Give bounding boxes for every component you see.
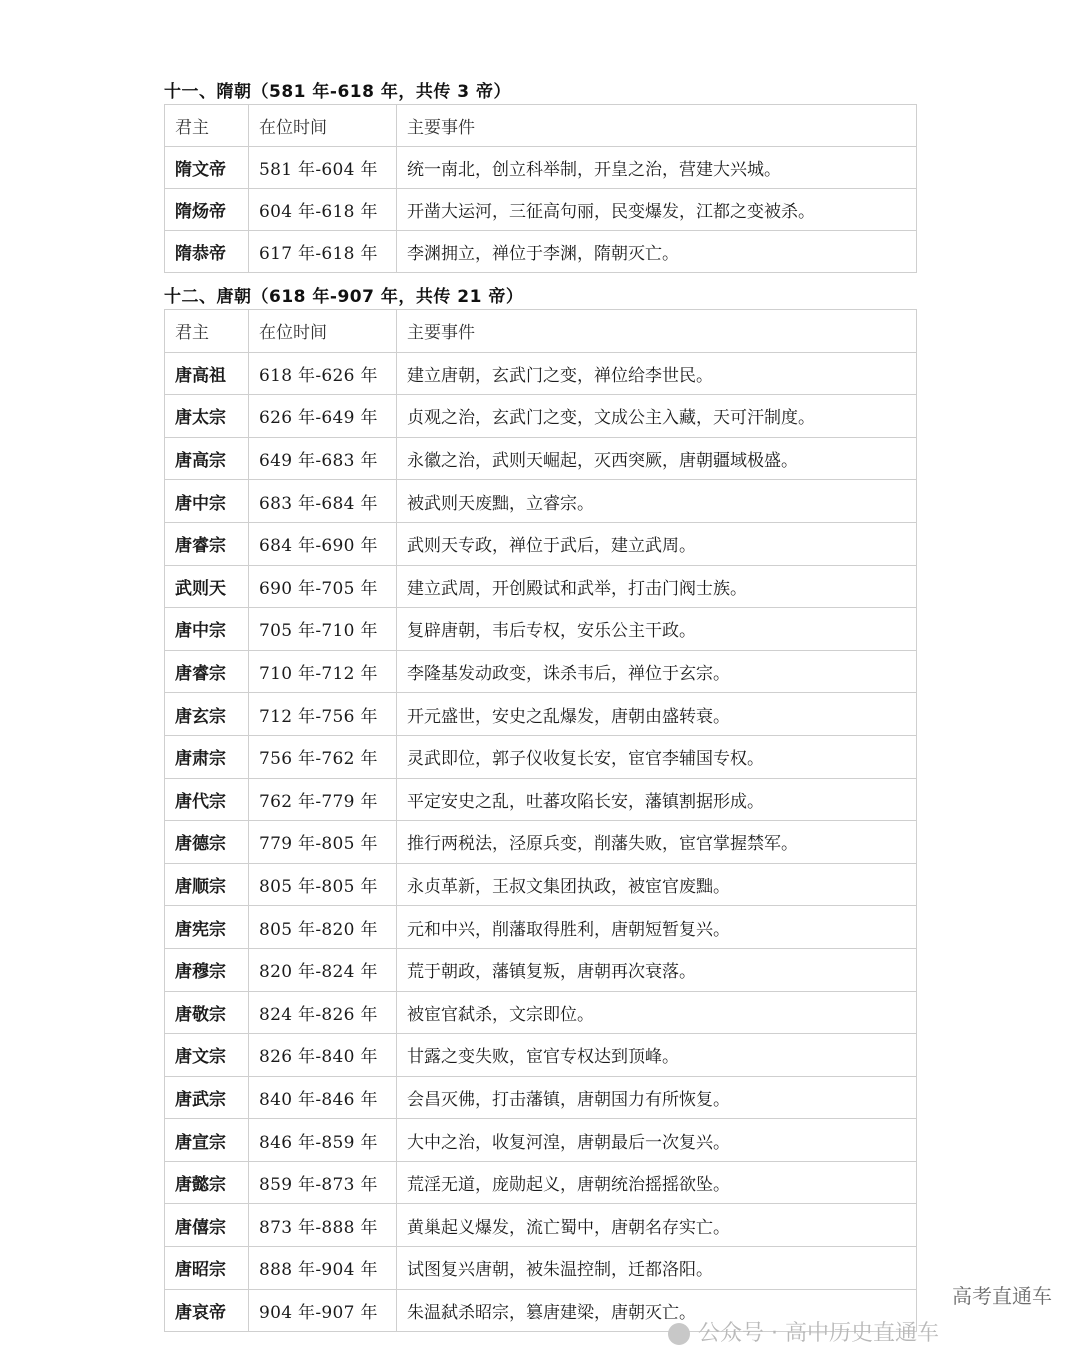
table-row — [165, 735, 917, 778]
column-header-ruler: 君主 — [165, 105, 249, 147]
period-cell: 762 年-779 年 — [249, 778, 397, 821]
events-cell: 统一南北，创立科举制，开皇之治，营建大兴城。 — [397, 147, 917, 189]
period-cell: 904 年-907 年 — [249, 1289, 397, 1332]
table-row — [165, 189, 917, 231]
period-cell: 846 年-859 年 — [249, 1119, 397, 1162]
table-row — [165, 650, 917, 693]
ruler-cell: 唐宣宗 — [165, 1119, 249, 1162]
table-row — [165, 565, 917, 608]
ruler-cell: 隋恭帝 — [165, 231, 249, 273]
table-row — [165, 1161, 917, 1204]
table-row — [165, 991, 917, 1034]
period-cell: 705 年-710 年 — [249, 608, 397, 651]
events-cell: 建立武周，开创殿试和武举，打击门阀士族。 — [397, 565, 917, 608]
table-header-row — [165, 310, 917, 353]
period-cell: 712 年-756 年 — [249, 693, 397, 736]
table-row — [165, 352, 917, 395]
ruler-cell: 唐顺宗 — [165, 863, 249, 906]
brand-watermark: 高考直通车 — [952, 1284, 1052, 1308]
period-cell: 873 年-888 年 — [249, 1204, 397, 1247]
table-row — [165, 821, 917, 864]
events-cell: 荒淫无道，庞勋起义，唐朝统治摇摇欲坠。 — [397, 1161, 917, 1204]
period-cell: 805 年-820 年 — [249, 906, 397, 949]
ruler-cell: 唐睿宗 — [165, 650, 249, 693]
ruler-cell: 唐睿宗 — [165, 522, 249, 565]
period-cell: 840 年-846 年 — [249, 1076, 397, 1119]
period-cell: 805 年-805 年 — [249, 863, 397, 906]
ruler-cell: 隋文帝 — [165, 147, 249, 189]
events-cell: 大中之治，收复河湟，唐朝最后一次复兴。 — [397, 1119, 917, 1162]
wechat-icon — [668, 1323, 690, 1345]
ruler-cell: 唐中宗 — [165, 608, 249, 651]
events-cell: 开凿大运河，三征高句丽，民变爆发，江都之变被杀。 — [397, 189, 917, 231]
events-cell: 李隆基发动政变，诛杀韦后，禅位于玄宗。 — [397, 650, 917, 693]
ruler-cell: 唐武宗 — [165, 1076, 249, 1119]
sui-rulers-table — [164, 104, 917, 273]
column-header-events: 主要事件 — [397, 105, 917, 147]
column-header-period: 在位时间 — [249, 105, 397, 147]
events-cell: 永贞革新，王叔文集团执政，被宦官废黜。 — [397, 863, 917, 906]
period-cell: 888 年-904 年 — [249, 1247, 397, 1290]
period-cell: 824 年-826 年 — [249, 991, 397, 1034]
column-header-ruler: 君主 — [165, 310, 249, 353]
table-row — [165, 480, 917, 523]
table-row — [165, 522, 917, 565]
events-cell: 黄巢起义爆发，流亡蜀中，唐朝名存实亡。 — [397, 1204, 917, 1247]
period-cell: 684 年-690 年 — [249, 522, 397, 565]
ruler-cell: 唐高宗 — [165, 437, 249, 480]
period-cell: 690 年-705 年 — [249, 565, 397, 608]
table-row — [165, 608, 917, 651]
table-row — [165, 1247, 917, 1290]
account-watermark-text: 公众号 · 高中历史直通车 — [698, 1321, 939, 1346]
events-cell: 会昌灭佛，打击藩镇，唐朝国力有所恢复。 — [397, 1076, 917, 1119]
period-cell: 581 年-604 年 — [249, 147, 397, 189]
table-row — [165, 693, 917, 736]
ruler-cell: 隋炀帝 — [165, 189, 249, 231]
events-cell: 试图复兴唐朝，被朱温控制，迁都洛阳。 — [397, 1247, 917, 1290]
table-row — [165, 906, 917, 949]
ruler-cell: 唐昭宗 — [165, 1247, 249, 1290]
events-cell: 朱温弑杀昭宗，篡唐建梁，唐朝灭亡。 — [397, 1289, 917, 1332]
table-row — [165, 1076, 917, 1119]
events-cell: 被宦官弑杀，文宗即位。 — [397, 991, 917, 1034]
events-cell: 推行两税法，泾原兵变，削藩失败，宦官掌握禁军。 — [397, 821, 917, 864]
period-cell: 820 年-824 年 — [249, 948, 397, 991]
ruler-cell: 唐高祖 — [165, 352, 249, 395]
column-header-events: 主要事件 — [397, 310, 917, 353]
events-cell: 贞观之治，玄武门之变，文成公主入藏，天可汗制度。 — [397, 395, 917, 438]
table-row — [165, 863, 917, 906]
period-cell: 617 年-618 年 — [249, 231, 397, 273]
tang-rulers-table — [164, 309, 917, 1332]
table-row — [165, 948, 917, 991]
period-cell: 826 年-840 年 — [249, 1034, 397, 1077]
events-cell: 灵武即位，郭子仪收复长安，宦官李辅国专权。 — [397, 735, 917, 778]
ruler-cell: 唐玄宗 — [165, 693, 249, 736]
ruler-cell: 唐哀帝 — [165, 1289, 249, 1332]
ruler-cell: 唐懿宗 — [165, 1161, 249, 1204]
period-cell: 710 年-712 年 — [249, 650, 397, 693]
ruler-cell: 唐代宗 — [165, 778, 249, 821]
period-cell: 618 年-626 年 — [249, 352, 397, 395]
table-row — [165, 1119, 917, 1162]
table-header-row — [165, 105, 917, 147]
period-cell: 604 年-618 年 — [249, 189, 397, 231]
table-row — [165, 437, 917, 480]
events-cell: 李渊拥立，禅位于李渊，隋朝灭亡。 — [397, 231, 917, 273]
account-watermark — [668, 1316, 939, 1347]
ruler-cell: 唐德宗 — [165, 821, 249, 864]
table-row — [165, 778, 917, 821]
events-cell: 建立唐朝，玄武门之变，禅位给李世民。 — [397, 352, 917, 395]
period-cell: 756 年-762 年 — [249, 735, 397, 778]
ruler-cell: 武则天 — [165, 565, 249, 608]
ruler-cell: 唐文宗 — [165, 1034, 249, 1077]
column-header-period: 在位时间 — [249, 310, 397, 353]
table-row — [165, 1204, 917, 1247]
period-cell: 859 年-873 年 — [249, 1161, 397, 1204]
table-row — [165, 231, 917, 273]
ruler-cell: 唐肃宗 — [165, 735, 249, 778]
events-cell: 开元盛世，安史之乱爆发，唐朝由盛转衰。 — [397, 693, 917, 736]
period-cell: 649 年-683 年 — [249, 437, 397, 480]
events-cell: 平定安史之乱，吐蕃攻陷长安，藩镇割据形成。 — [397, 778, 917, 821]
events-cell: 复辟唐朝，韦后专权，安乐公主干政。 — [397, 608, 917, 651]
events-cell: 永徽之治，武则天崛起，灭西突厥，唐朝疆域极盛。 — [397, 437, 917, 480]
ruler-cell: 唐穆宗 — [165, 948, 249, 991]
period-cell: 779 年-805 年 — [249, 821, 397, 864]
ruler-cell: 唐敬宗 — [165, 991, 249, 1034]
ruler-cell: 唐僖宗 — [165, 1204, 249, 1247]
ruler-cell: 唐太宗 — [165, 395, 249, 438]
events-cell: 被武则天废黜，立睿宗。 — [397, 480, 917, 523]
table-row — [165, 1034, 917, 1077]
period-cell: 626 年-649 年 — [249, 395, 397, 438]
period-cell: 683 年-684 年 — [249, 480, 397, 523]
events-cell: 荒于朝政，藩镇复叛，唐朝再次衰落。 — [397, 948, 917, 991]
table-row — [165, 147, 917, 189]
sui-section-title: 十一、隋朝（581 年-618 年，共传 3 帝） — [164, 82, 512, 102]
events-cell: 武则天专政，禅位于武后，建立武周。 — [397, 522, 917, 565]
table-row — [165, 395, 917, 438]
events-cell: 元和中兴，削藩取得胜利，唐朝短暂复兴。 — [397, 906, 917, 949]
tang-section-title: 十二、唐朝（618 年-907 年，共传 21 帝） — [164, 287, 524, 307]
events-cell: 甘露之变失败，宦官专权达到顶峰。 — [397, 1034, 917, 1077]
ruler-cell: 唐宪宗 — [165, 906, 249, 949]
ruler-cell: 唐中宗 — [165, 480, 249, 523]
